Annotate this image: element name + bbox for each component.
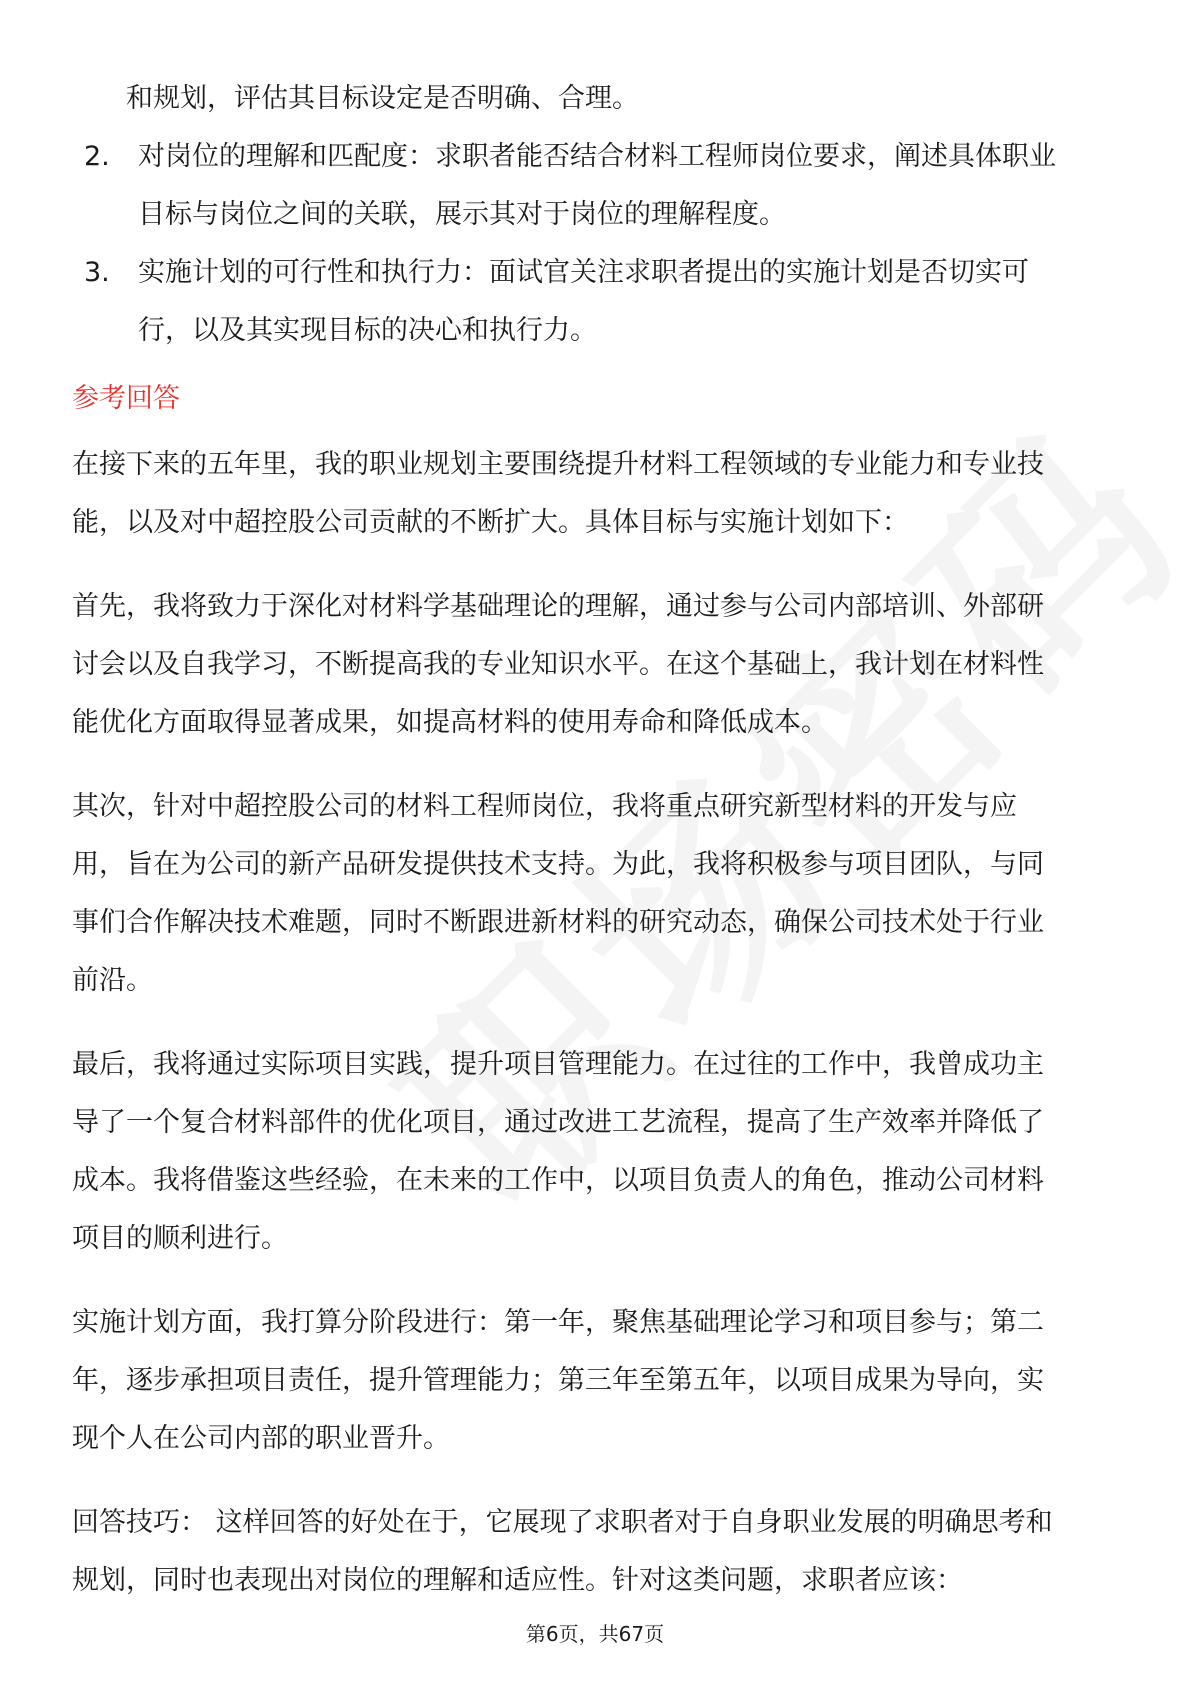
paragraph-line: 项目的顺利进行。 [72, 1223, 288, 1254]
paragraph-line: 前沿。 [72, 965, 153, 996]
paragraph-line: 成本。我将借鉴这些经验，在未来的工作中，以项目负责人的角色，推动公司材料 [72, 1165, 1044, 1196]
paragraph-line: 其次，针对中超控股公司的材料工程师岗位，我将重点研究新型材料的开发与应 [72, 791, 1017, 822]
paragraph-line: 实施计划方面，我打算分阶段进行：第一年，聚焦基础理论学习和项目参与；第二 [72, 1307, 1044, 1338]
list-number: 3. [84, 257, 110, 288]
list-line: 对岗位的理解和匹配度：求职者能否结合材料工程师岗位要求，阐述具体职业 [138, 141, 1056, 172]
paragraph-line: 最后，我将通过实际项目实践，提升项目管理能力。在过往的工作中，我曾成功主 [72, 1049, 1044, 1080]
paragraph-line: 用，旨在为公司的新产品研发提供技术支持。为此，我将积极参与项目团队，与同 [72, 849, 1044, 880]
answer-paragraph-5 [72, 1294, 1122, 1468]
section-heading: 参考回答 [72, 383, 180, 414]
list-number: 2. [84, 141, 110, 172]
paragraph-line: 导了一个复合材料部件的优化项目，通过改进工艺流程，提高了生产效率并降低了 [72, 1107, 1044, 1138]
paragraph-line: 讨会以及自我学习，不断提高我的专业知识水平。在这个基础上，我计划在材料性 [72, 649, 1044, 680]
answer-paragraph-1 [72, 436, 1122, 552]
document-body [72, 70, 1122, 1636]
page-number: 第6页，共67页 [525, 1622, 665, 1646]
paragraph-line: 规划，同时也表现出对岗位的理解和适应性。针对这类问题，求职者应该： [72, 1565, 963, 1596]
list-line: 目标与岗位之间的关联，展示其对于岗位的理解程度。 [138, 199, 786, 230]
paragraph-line: 现个人在公司内部的职业晋升。 [72, 1423, 450, 1454]
paragraph-line: 事们合作解决技术难题，同时不断跟进新材料的研究动态，确保公司技术处于行业 [72, 907, 1044, 938]
paragraph-line: 在接下来的五年里，我的职业规划主要围绕提升材料工程领域的专业能力和专业技 [72, 449, 1044, 480]
answer-paragraph-2 [72, 578, 1122, 752]
answer-paragraph-4 [72, 1036, 1122, 1268]
list-continuation-line: 和规划，评估其目标设定是否明确、合理。 [126, 83, 639, 114]
list-line: 行，以及其实现目标的决心和执行力。 [138, 315, 597, 346]
answer-tips-paragraph [72, 1494, 1122, 1610]
paragraph-line: 能，以及对中超控股公司贡献的不断扩大。具体目标与实施计划如下： [72, 507, 909, 538]
list-item [72, 128, 1122, 244]
answer-paragraph-3 [72, 778, 1122, 1010]
paragraph-line: 能优化方面取得显著成果，如提高材料的使用寿命和降低成本。 [72, 707, 828, 738]
list-line: 实施计划的可行性和执行力：面试官关注求职者提出的实施计划是否切实可 [138, 257, 1029, 288]
list-item [72, 244, 1122, 360]
paragraph-line: 年，逐步承担项目责任，提升管理能力；第三年至第五年，以项目成果为导向，实 [72, 1365, 1044, 1396]
paragraph-line: 回答技巧： 这样回答的好处在于，它展现了求职者对于自身职业发展的明确思考和 [72, 1507, 1053, 1538]
paragraph-line: 首先，我将致力于深化对材料学基础理论的理解，通过参与公司内部培训、外部研 [72, 591, 1044, 622]
